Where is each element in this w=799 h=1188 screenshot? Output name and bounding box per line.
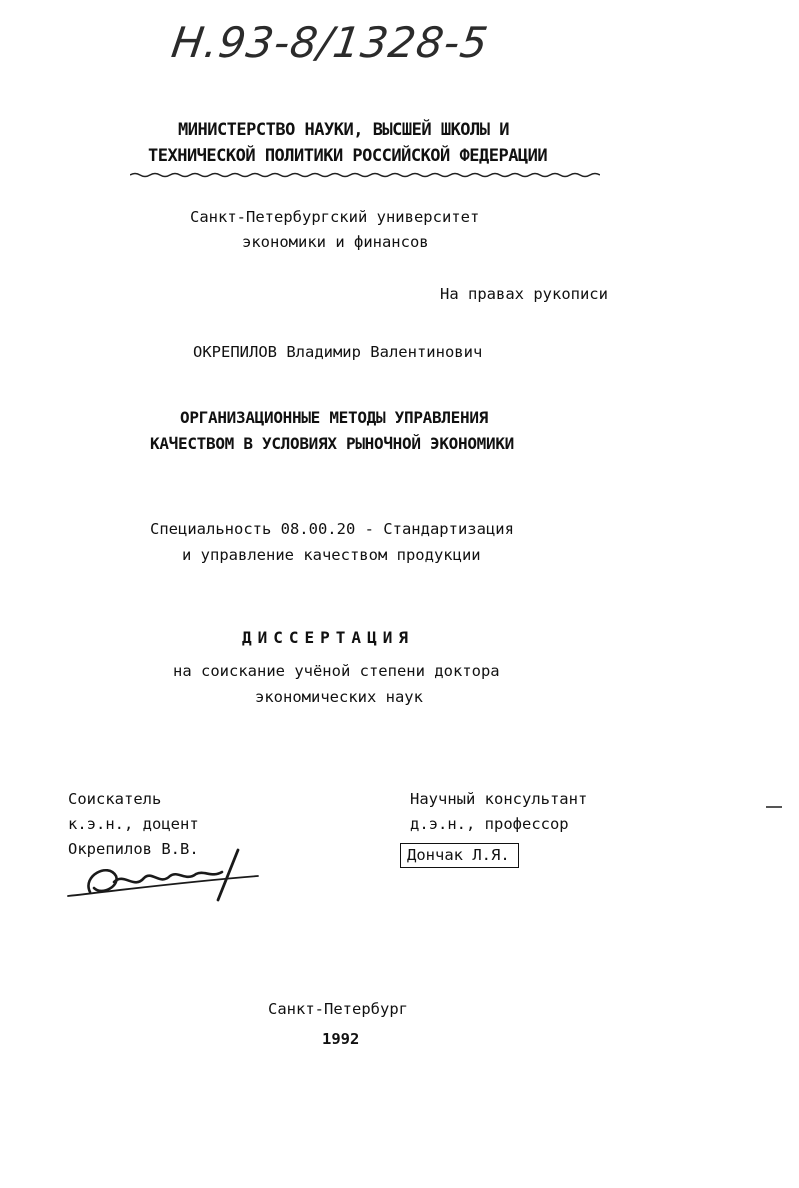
manuscript-rights: На правах рукописи bbox=[440, 285, 608, 303]
city: Санкт-Петербург bbox=[268, 1000, 408, 1018]
degree-line-2: экономических наук bbox=[255, 688, 423, 706]
author-name: ОКРЕПИЛОВ Владимир Валентинович bbox=[193, 343, 483, 361]
handwritten-archive-code: Н.93-8/1328-5 bbox=[168, 18, 492, 67]
degree-line-1: на соискание учёной степени доктора bbox=[173, 662, 500, 680]
document-type: ДИССЕРТАЦИЯ bbox=[242, 628, 414, 647]
year: 1992 bbox=[322, 1030, 360, 1048]
header-underline bbox=[130, 171, 600, 179]
ministry-line-1: МИНИСТЕРСТВО НАУКИ, ВЫСШЕЙ ШКОЛЫ И bbox=[178, 120, 509, 140]
ministry-line-2: ТЕХНИЧЕСКОЙ ПОЛИТИКИ РОССИЙСКОЙ ФЕДЕРАЦИИ bbox=[148, 146, 548, 166]
applicant-role: Соискатель bbox=[68, 790, 162, 808]
university-line-1: Санкт-Петербургский университет bbox=[190, 208, 480, 226]
consultant-rank: д.э.н., профессор bbox=[410, 815, 569, 833]
specialty-line-1: Специальность 08.00.20 - Стандартизация bbox=[150, 520, 514, 538]
consultant-role: Научный консультант bbox=[410, 790, 588, 808]
applicant-signature bbox=[62, 842, 262, 908]
specialty-line-2: и управление качеством продукции bbox=[182, 546, 481, 564]
consultant-name: Дончак Л.Я. bbox=[400, 843, 519, 868]
university-line-2: экономики и финансов bbox=[242, 233, 429, 251]
applicant-rank: к.э.н., доцент bbox=[68, 815, 199, 833]
margin-mark bbox=[766, 806, 782, 808]
thesis-title-line-1: ОРГАНИЗАЦИОННЫЕ МЕТОДЫ УПРАВЛЕНИЯ bbox=[180, 408, 488, 427]
thesis-title-line-2: КАЧЕСТВОМ В УСЛОВИЯХ РЫНОЧНОЙ ЭКОНОМИКИ bbox=[150, 434, 514, 453]
applicant-name: Окрепилов В.В. bbox=[68, 840, 199, 858]
